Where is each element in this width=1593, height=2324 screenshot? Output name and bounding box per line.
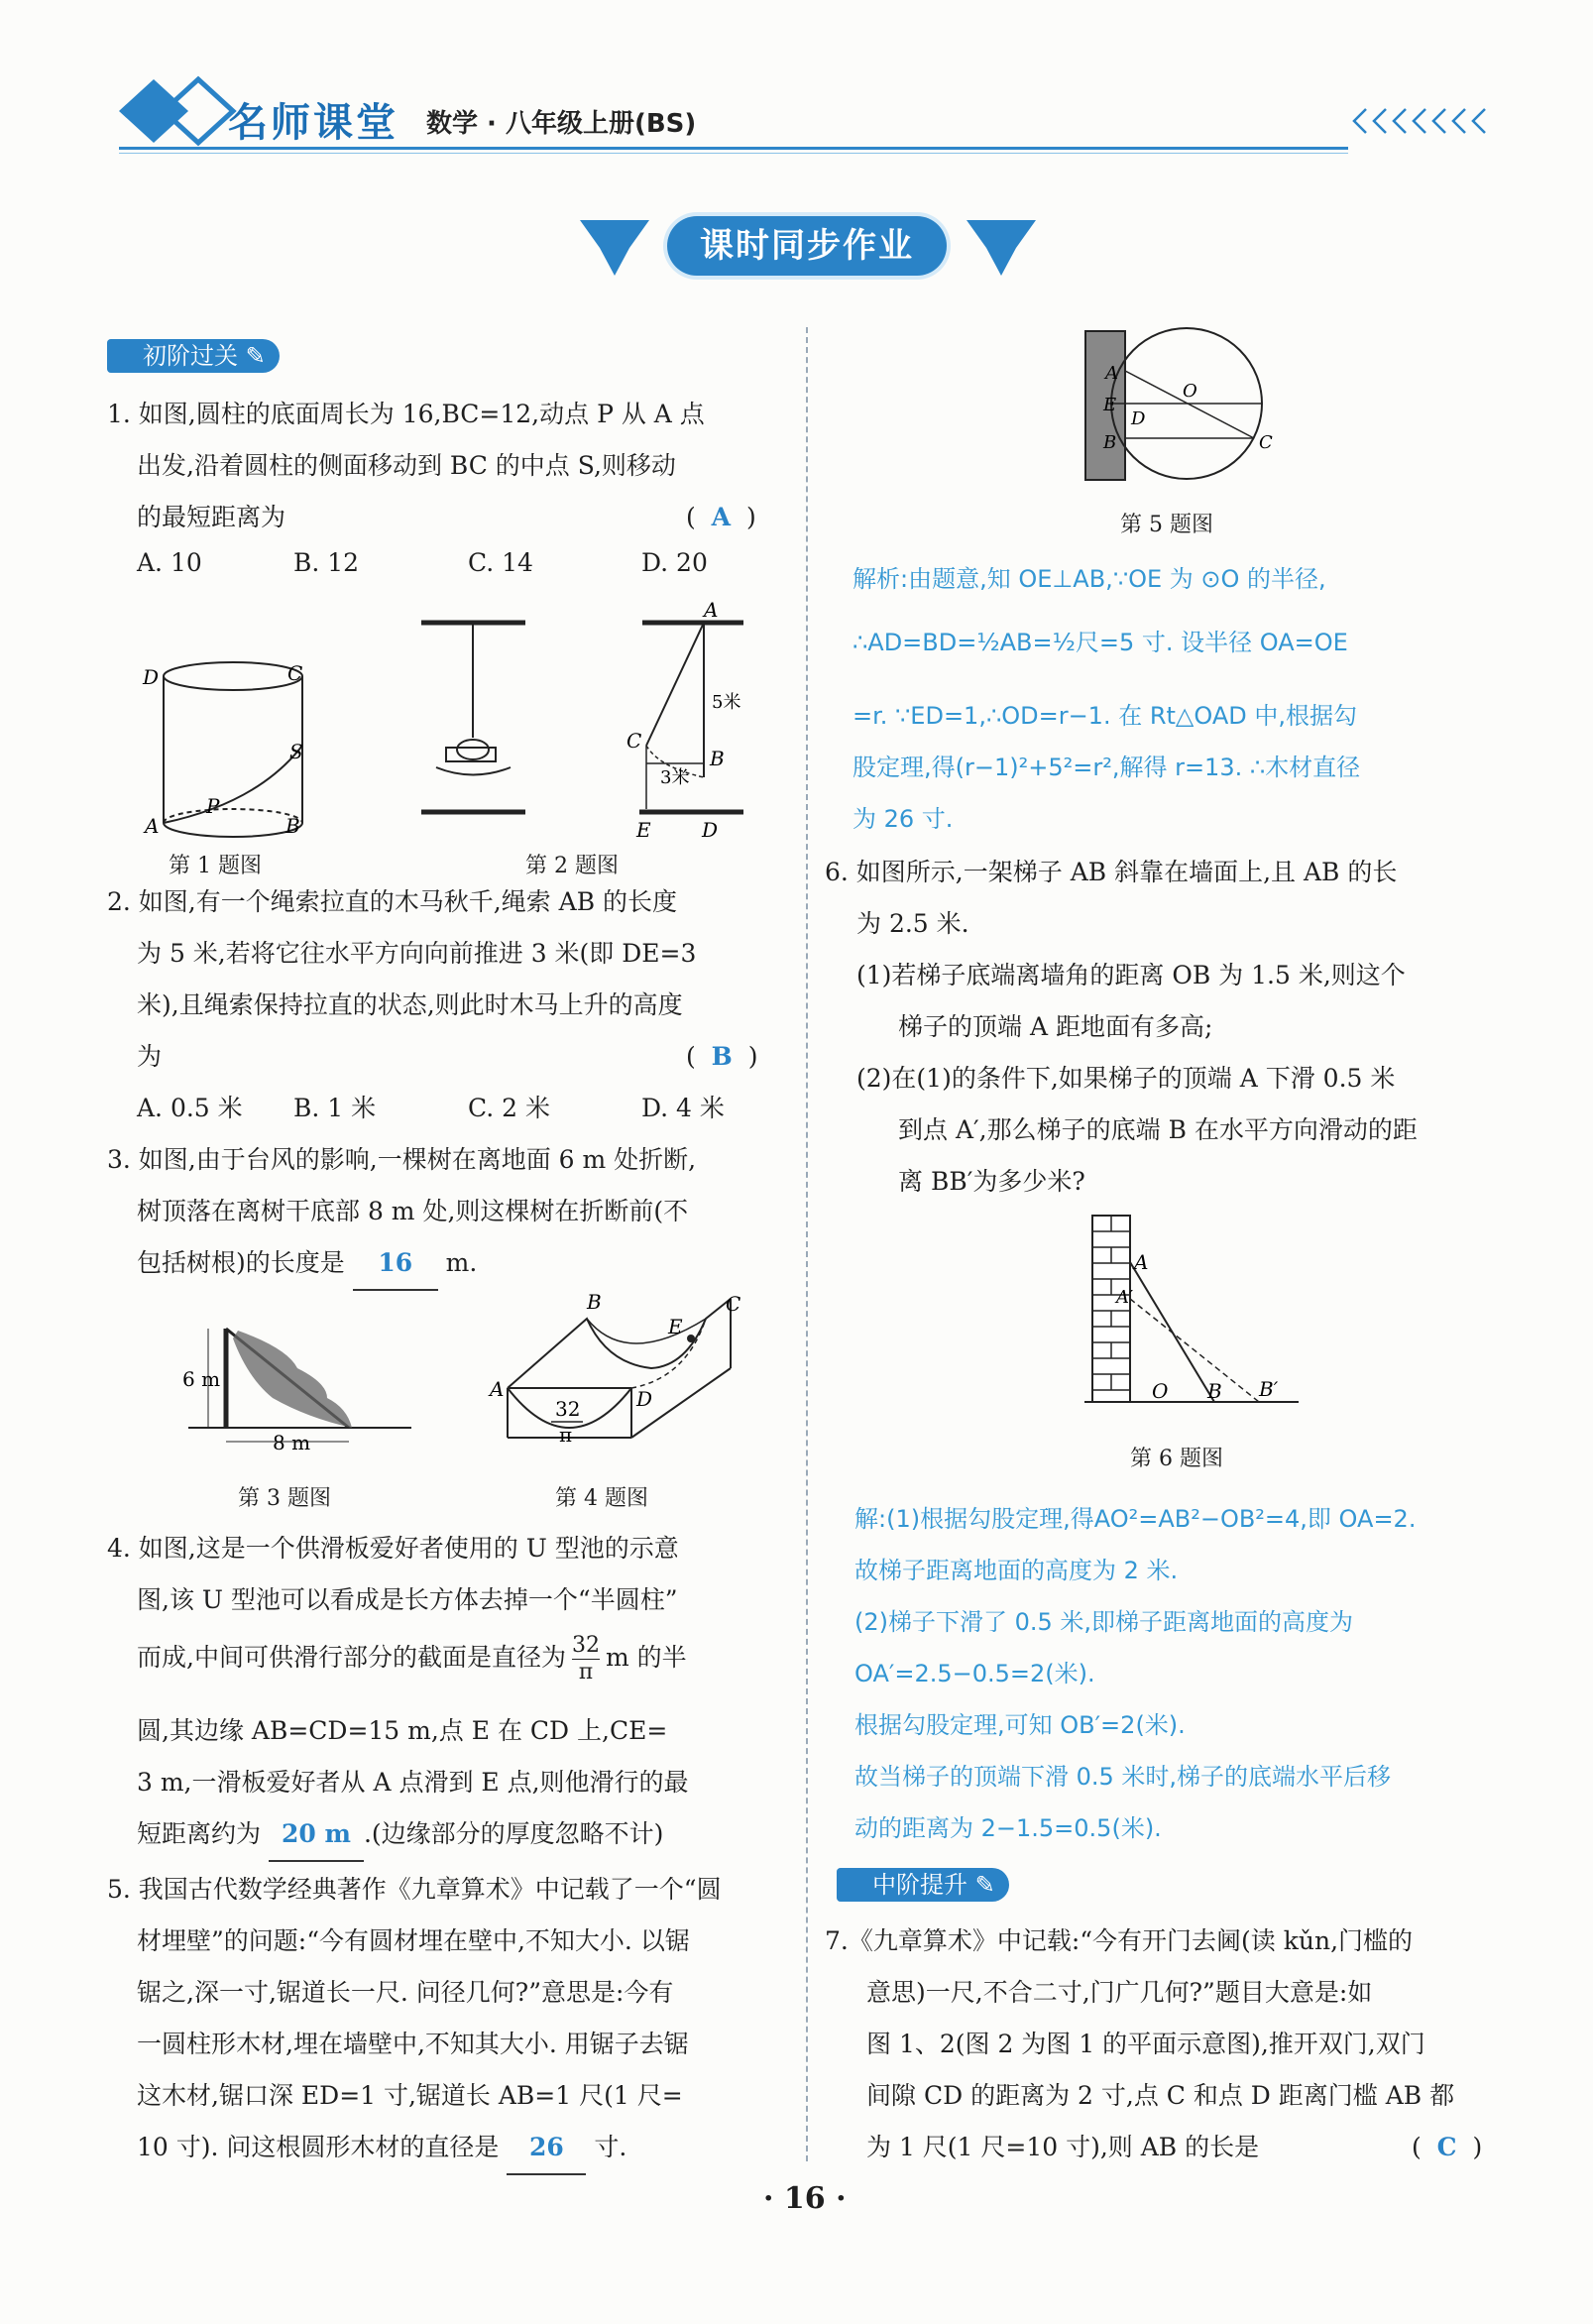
svg-text:A: A: [704, 599, 719, 622]
q6-solution-line-6: 故当梯子的顶端下滑 0.5 米时,梯子的底端水平后移: [854, 1763, 1392, 1791]
q4-line-3: 而成,中间可供滑行部分的截面是直径为 $\frac{32}{\pi}$ m 的半: [137, 1633, 687, 1685]
book-subtitle: 数学 · 八年级上册(BS): [426, 109, 697, 139]
q2-option-c: C. 2 米: [468, 1094, 550, 1122]
svg-text:5米: 5米: [712, 692, 741, 713]
q6-line-1: 6. 如图所示,一架梯子 AB 斜靠在墙面上,且 AB 的长: [825, 858, 1398, 886]
svg-text:S: S: [289, 740, 303, 763]
q5-line-1: 5. 我国古代数学经典著作《九章算术》中记载了一个“圆: [107, 1875, 722, 1904]
svg-text:D: D: [702, 818, 719, 842]
q6-sub2-line-2: 到点 A′,那么梯子的底端 B 在水平方向滑动的距: [898, 1115, 1418, 1144]
q6-sub1-line-2: 梯子的顶端 A 距地面有多高;: [898, 1012, 1213, 1041]
q5-line-5: 这木材,锯口深 ED=1 寸,锯道长 AB=1 尺(1 尺=: [137, 2081, 683, 2110]
svg-text:D: D: [143, 665, 160, 689]
q1-option-d: D. 20: [641, 548, 708, 577]
q7-line-5: 为 1 尺(1 尺=10 寸),则 AB 的长是: [866, 2133, 1260, 2161]
svg-text:B: B: [1103, 432, 1117, 453]
q5-solution-line-3: =r. ∵ED=1,∴OD=r−1. 在 Rt△OAD 中,根据勾: [853, 702, 1358, 730]
q5-line-4: 一圆柱形木材,埋在墙壁中,不知其大小. 用锯子去锯: [137, 2030, 689, 2058]
svg-text:B: B: [1207, 1379, 1222, 1403]
svg-text:B: B: [587, 1290, 602, 1314]
svg-text:O: O: [1152, 1379, 1169, 1403]
q6-solution-line-1: 解:(1)根据勾股定理,得AO²=AB²−OB²=4,即 OA=2.: [854, 1505, 1417, 1533]
q1-option-a: A. 10: [137, 548, 202, 577]
svg-text:B: B: [710, 747, 725, 770]
figure-4-caption: 第 4 题图: [555, 1486, 648, 1511]
q7-answer: ( C ): [1412, 2133, 1483, 2161]
q6-solution-line-5: 根据勾股定理,可知 OB′=2(米).: [854, 1711, 1186, 1739]
svg-text:6 m: 6 m: [182, 1367, 221, 1391]
svg-text:B′: B′: [1259, 1377, 1279, 1401]
figure-3-caption: 第 3 题图: [238, 1486, 331, 1511]
q2-option-b: B. 1 米: [293, 1094, 377, 1122]
q7-line-4: 间隙 CD 的距离为 2 寸,点 C 和点 D 距离门槛 AB 都: [866, 2081, 1455, 2110]
q1-answer: ( A ): [686, 503, 756, 531]
q5-line-3: 锯之,深一寸,锯道长一尺. 问径几何?”意思是:今有: [137, 1978, 674, 2007]
q2-line-4: 为: [137, 1042, 163, 1071]
q2-line-1: 2. 如图,有一个绳索拉直的木马秋千,绳索 AB 的长度: [107, 887, 678, 916]
svg-text:A′: A′: [1116, 1287, 1134, 1308]
page-number: · 16 ·: [763, 2181, 847, 2216]
q5-solution-line-4: 股定理,得(r−1)²+5²=r²,解得 r=13. ∴木材直径: [853, 754, 1361, 781]
q6-solution-line-4: OA′=2.5−0.5=2(米).: [854, 1660, 1095, 1687]
q1-line-1: 1. 如图,圆柱的底面周长为 16,BC=12,动点 P 从 A 点: [107, 400, 705, 428]
brand-title: 名师课堂: [228, 100, 398, 146]
svg-text:C: C: [1259, 432, 1273, 453]
svg-text:3米: 3米: [660, 767, 690, 788]
q6-sub2-line-1: (2)在(1)的条件下,如果梯子的顶端 A 下滑 0.5 米: [856, 1064, 1396, 1093]
section-banner: 课时同步作业: [667, 216, 947, 276]
svg-text:A: A: [145, 814, 160, 838]
q1-option-c: C. 14: [468, 548, 533, 577]
figure-6-ladder: [1081, 1208, 1309, 1416]
q2-line-2: 为 5 米,若将它往水平方向向前推进 3 米(即 DE=3: [137, 939, 697, 968]
figure-3-tree: [178, 1309, 416, 1457]
figure-1-cylinder: [139, 654, 317, 853]
svg-text:C: C: [726, 1292, 741, 1316]
q2-option-d: D. 4 米: [641, 1094, 725, 1122]
svg-text:E: E: [1103, 395, 1117, 415]
svg-text:C: C: [287, 661, 303, 685]
figure-6-caption: 第 6 题图: [1130, 1447, 1223, 1471]
q6-solution-line-3: (2)梯子下滑了 0.5 米,即梯子距离地面的高度为: [854, 1608, 1354, 1636]
q7-line-1: 7.《九章算术》中记载:“今有开门去阃(读 kǔn,门槛的: [825, 1926, 1414, 1955]
q5-line-2: 材埋壁”的问题:“今有圆材埋在壁中,不知大小. 以锯: [137, 1926, 690, 1955]
q4-line-2: 图,该 U 型池可以看成是长方体去掉一个“半圆柱”: [137, 1585, 678, 1614]
banner-right-arrow-icon: [967, 220, 1036, 276]
q1-line-3: 的最短距离为: [137, 503, 286, 531]
column-divider: [806, 327, 808, 2161]
svg-text:A: A: [1134, 1250, 1149, 1274]
figure-2-swing: [416, 599, 753, 847]
q4-line-4: 圆,其边缘 AB=CD=15 m,点 E 在 CD 上,CE=: [137, 1716, 668, 1745]
figure-4-u-pool: [488, 1289, 745, 1467]
section-tag-basic: 初阶过关 ✎: [107, 339, 280, 373]
header-rule-thin: [119, 153, 1348, 154]
figure-2-caption: 第 2 题图: [525, 854, 619, 878]
svg-text:D: D: [1131, 408, 1146, 429]
q1-option-b: B. 12: [293, 548, 360, 577]
q6-sub1-line-1: (1)若梯子底端离墙角的距离 OB 为 1.5 米,则这个: [856, 961, 1406, 989]
q5-solution-line-2: ∴AD=BD=½AB=½尺=5 寸. 设半径 OA=OE: [853, 629, 1348, 656]
q1-line-2: 出发,沿着圆柱的侧面移动到 BC 的中点 S,则移动: [137, 451, 676, 480]
figure-5-circle-wall: [1076, 319, 1289, 488]
q3-line-3: 包括树根)的长度是 16 m.: [137, 1237, 477, 1291]
q6-solution-line-7: 动的距离为 2−1.5=0.5(米).: [854, 1814, 1162, 1842]
q7-line-2: 意思)一尺,不合二寸,门广几何?”题目大意是:如: [866, 1978, 1373, 2007]
q4-line-6: 短距离约为 20 m .(边缘部分的厚度忽略不计): [137, 1808, 663, 1862]
q4-line-5: 3 m,一滑板爱好者从 A 点滑到 E 点,则他滑行的最: [137, 1768, 689, 1797]
figure-5-caption: 第 5 题图: [1120, 513, 1213, 537]
q5-solution-line-1: 解析:由题意,知 OE⊥AB,∵OE 为 ⊙O 的半径,: [853, 565, 1326, 593]
header-rule: [119, 147, 1348, 150]
banner-left-arrow-icon: [580, 220, 649, 276]
svg-text:E: E: [636, 818, 651, 842]
q2-option-a: A. 0.5 米: [137, 1094, 243, 1122]
svg-text:B: B: [285, 814, 300, 838]
svg-text:E: E: [668, 1315, 683, 1338]
section-tag-advanced: 中阶提升 ✎: [837, 1868, 1009, 1902]
svg-text:D: D: [636, 1387, 653, 1411]
svg-text:32: 32: [555, 1397, 581, 1421]
svg-text:8 m: 8 m: [273, 1431, 311, 1454]
q5-solution-line-5: 为 26 寸.: [853, 805, 954, 833]
svg-text:P: P: [206, 794, 220, 818]
chevron-decoration-icon: [1348, 103, 1497, 139]
q2-answer: ( B ): [686, 1042, 758, 1071]
q4-line-1: 4. 如图,这是一个供滑板爱好者使用的 U 型池的示意: [107, 1534, 679, 1563]
brand-logo-icon: [109, 71, 248, 151]
svg-text:C: C: [626, 729, 642, 753]
svg-text:A: A: [1105, 363, 1118, 384]
figure-1-caption: 第 1 题图: [169, 854, 262, 878]
q6-line-2: 为 2.5 米.: [856, 909, 969, 938]
q2-line-3: 米),且绳索保持拉直的状态,则此时木马上升的高度: [137, 990, 683, 1019]
q5-line-6: 10 寸). 问这根圆形木材的直径是 26 寸.: [137, 2122, 626, 2175]
svg-text:π: π: [559, 1423, 573, 1447]
svg-text:O: O: [1183, 381, 1197, 402]
q6-solution-line-2: 故梯子距离地面的高度为 2 米.: [854, 1557, 1179, 1584]
q6-sub2-line-3: 离 BB′为多少米?: [898, 1167, 1085, 1196]
q3-line-1: 3. 如图,由于台风的影响,一棵树在离地面 6 m 处折断,: [107, 1145, 697, 1174]
q3-line-2: 树顶落在离树干底部 8 m 处,则这棵树在折断前(不: [137, 1197, 689, 1225]
svg-text:A: A: [490, 1377, 505, 1401]
q7-line-3: 图 1、2(图 2 为图 1 的平面示意图),推开双门,双门: [866, 2030, 1425, 2058]
